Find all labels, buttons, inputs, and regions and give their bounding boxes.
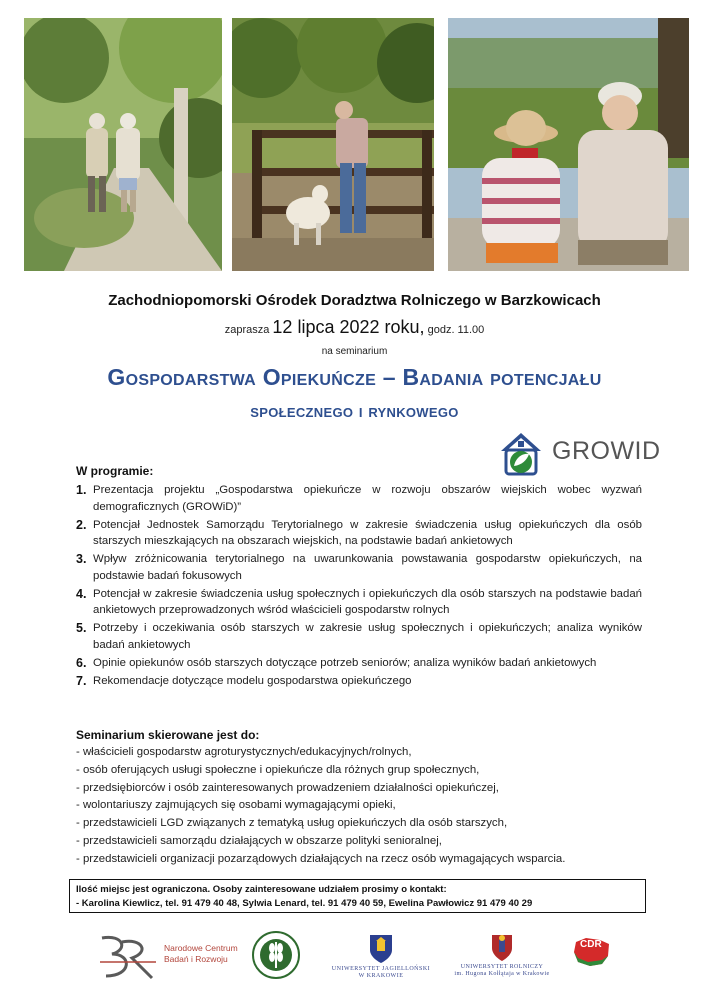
list-item: - przedstawicieli LGD związanych z tematyką usług opiekuńczych dla osób starszych, bbox=[76, 817, 508, 830]
seminar-title-line1: Gospodarstwa Opiekuńcze – Badania potencjału bbox=[107, 364, 602, 390]
list-item: - przedstawicieli organizacji pozarządowych działających na rzecz osób wymagających wsparcia. bbox=[76, 852, 566, 865]
contact-box bbox=[69, 879, 646, 913]
house-leaf-icon bbox=[498, 429, 544, 477]
invite-prefix: zaprasza bbox=[224, 324, 270, 336]
ur-name-line2: im. Hugona Kołłątaja w Krakowie bbox=[454, 971, 550, 977]
ncbr-emblem-icon bbox=[98, 932, 160, 982]
growid-logo bbox=[498, 429, 668, 477]
partner-logos bbox=[0, 928, 709, 983]
ncbr-name-line1: Narodowe Centrum bbox=[164, 943, 238, 953]
invite-line bbox=[0, 317, 709, 338]
uj-name-line1: UNIWERSYTET JAGIELLOŃSKI bbox=[331, 966, 431, 972]
wheat-seal-logo bbox=[251, 930, 301, 980]
list-item: - osób oferujących usługi społeczne i opiekuńcze dla różnych grup społecznych, bbox=[76, 763, 480, 776]
growid-wordmark: GROWID bbox=[552, 437, 661, 465]
elderly-couple-walking-photo bbox=[24, 18, 222, 271]
list-item: 1. Prezentacja projektu „Gospodarstwa opiekuńcze w rozwoju obszarów wiejskich wobec wyzwań demograficznych (GROWiD)” bbox=[76, 483, 642, 513]
contact-intro: Ilość miejsc jest ograniczona. Osoby zainteresowane udziałem prosimy o kontakt: bbox=[76, 884, 447, 895]
programme-list bbox=[76, 482, 642, 691]
organizer-name: Zachodniopomorski Ośrodek Doradztwa Rolniczego w Barzkowicach bbox=[108, 292, 601, 309]
ur-name-line1: UNIWERSYTET ROLNICZY bbox=[460, 964, 544, 970]
list-item: 7. Rekomendacje dotyczące modelu gospodarstwa opiekuńczego bbox=[76, 673, 412, 688]
ncbr-logo bbox=[98, 932, 243, 982]
farmer-with-sheep-photo bbox=[232, 18, 434, 271]
event-time: godz. 11.00 bbox=[427, 324, 485, 336]
uj-logo bbox=[324, 932, 438, 982]
list-item: - przedstawicieli samorządu działających w obszarze polityki senioralnej, bbox=[76, 834, 442, 847]
ur-crest-icon bbox=[490, 932, 514, 962]
list-item: - przedsiębiorców i osób zainteresowanych prowadzeniem działalności opiekuńczej, bbox=[76, 781, 499, 794]
audience-list bbox=[76, 744, 656, 869]
list-item: 5. Potrzeby i oczekiwania osób starszych w zakresie usług społecznych i opiekuńczych; analiza wyników badań ankietowych bbox=[76, 621, 642, 651]
ur-logo bbox=[450, 932, 554, 982]
ncbr-name-line2: Badań i Rozwoju bbox=[164, 954, 228, 964]
photo-strip bbox=[24, 18, 689, 271]
list-item: 3. Wpływ zróżnicowania terytorialnego na uwarunkowania powstawania gospodarstw opiekuńczych, na podstawie badań fokusowych bbox=[76, 552, 642, 582]
list-item: 2. Potencjał Jednostek Samorządu Terytorialnego w zakresie świadczenia usług opiekuńczych dla osób starszych mieszkających na obszarach wiejskich, na podstawie badań ankietowych bbox=[76, 517, 642, 547]
seminar-title-line2: społecznego i rynkowego bbox=[250, 401, 459, 422]
elderly-couple-sitting-photo bbox=[448, 18, 689, 271]
cdr-logo bbox=[572, 936, 612, 968]
list-item: 6. Opinie opiekunów osób starszych dotyczące potrzeb seniorów; analiza wyników badań ankietowych bbox=[76, 655, 597, 670]
cdr-wordmark: CDR bbox=[580, 939, 602, 950]
uj-name-line2: W KRAKOWIE bbox=[358, 973, 404, 979]
uj-crest-icon bbox=[368, 932, 394, 964]
event-date: 12 lipca 2022 roku, bbox=[272, 317, 425, 337]
seminar-intro: na seminarium bbox=[321, 346, 388, 357]
list-item: - właścicieli gospodarstw agroturystycznych/edukacyjnych/rolnych, bbox=[76, 746, 412, 758]
audience-heading: Seminarium skierowane jest do: bbox=[76, 728, 260, 742]
list-item: - wolontariuszy zajmujących się osobami wymagającymi opieki, bbox=[76, 799, 396, 812]
programme-heading: W programie: bbox=[76, 464, 154, 478]
list-item: 4. Potencjał w zakresie świadczenia usług społecznych i opiekuńczych dla osób starszych na podstawie badań ankietowych przeprowadzonych wśród właścicieli gospodarstw rolnych bbox=[76, 586, 642, 616]
wheat-seal-icon bbox=[251, 930, 301, 980]
contact-persons: - Karolina Kiewlicz, tel. 91 479 40 48, Sylwia Lenard, tel. 91 479 40 59, Ewelina Pawłowicz 91 479 40 29 bbox=[76, 898, 533, 909]
